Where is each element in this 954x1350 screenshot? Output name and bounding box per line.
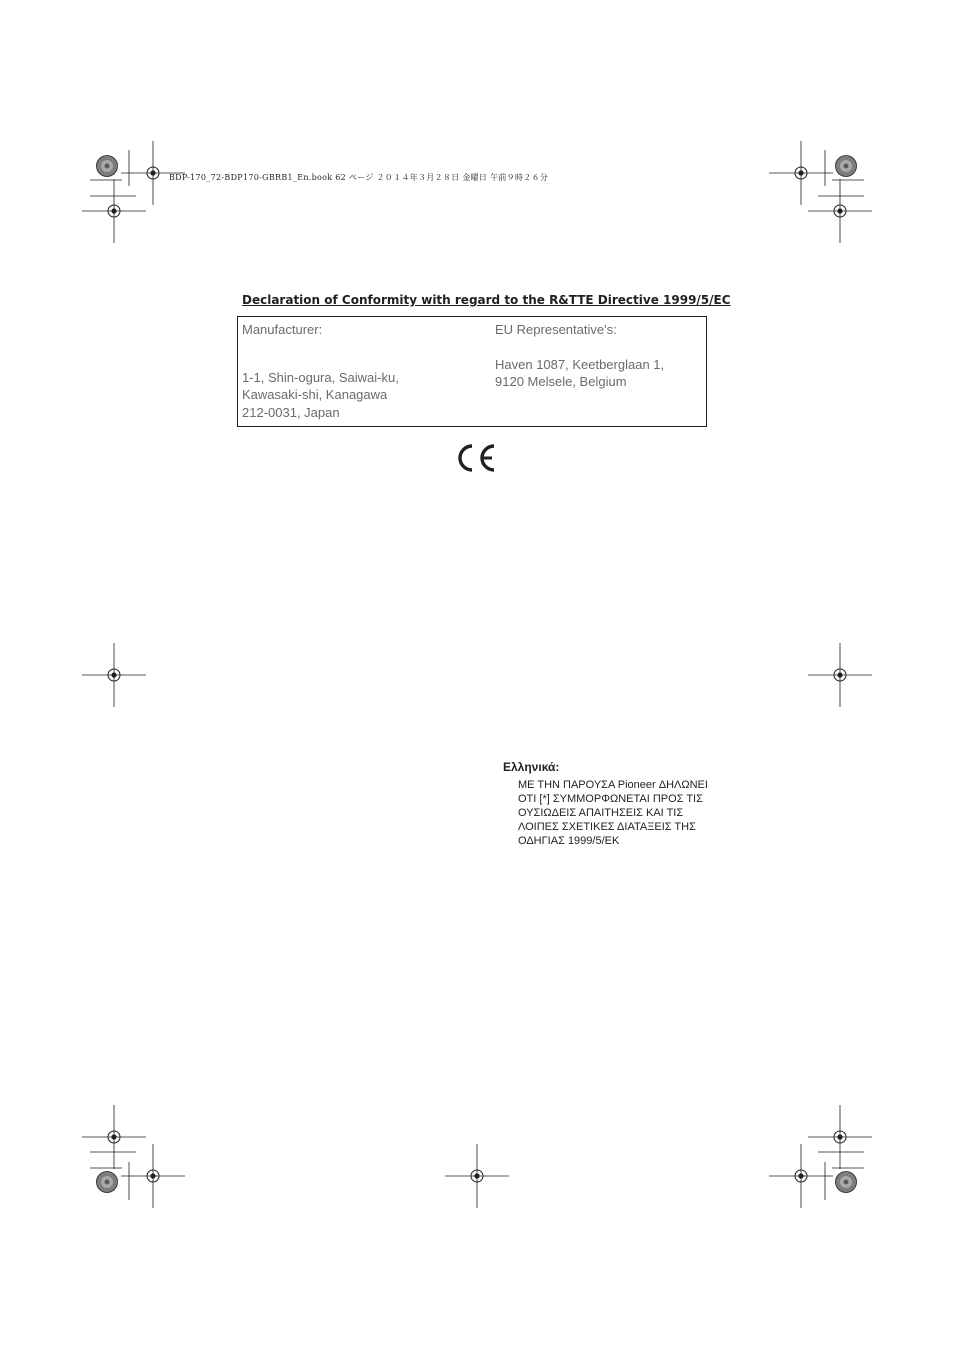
greek-declaration — [503, 760, 763, 848]
registration-mark-icon-tr-1 — [769, 141, 833, 205]
registration-mark-icon-bl-1 — [82, 1105, 146, 1169]
eu-representative-label: EU Representative's: — [495, 322, 617, 337]
registration-mark-icon-tr-2 — [808, 179, 872, 243]
wheel-icon-bottom-right — [836, 1172, 857, 1193]
registration-mark-icon-br-1 — [808, 1105, 872, 1169]
wheel-icon-top-right — [836, 156, 857, 177]
manufacturer-cell — [242, 321, 472, 421]
registration-mark-icon-br-2 — [769, 1144, 833, 1208]
wheel-icon-bottom-left — [97, 1172, 118, 1193]
greek-heading: Ελληνικά: — [503, 760, 560, 774]
greek-text: ΜΕ ΤΗΝ ΠΑΡΟΥΣΑ Pioneer ΔΗΛΩΝΕΙ ΟΤΙ [*] ΣΥΜΜΟΡΦΩΝΕΤΑΙ ΠΡΟΣ ΤΙΣ ΟΥΣΙΩΔΕΙΣ ΑΠΑΙΤΗΣΕΙΣ ΚΑΙ ΤΙΣ ΛΟΙΠΕΣ ΣΧΕΤΙΚΕΣ ΔΙΑΤΑΞΕΙΣ ΤΗΣ ΟΔΗΓΙΑΣ 1999/5/ΕΚ — [518, 779, 708, 847]
declaration-title: Declaration of Conformity with regard to the R&TTE Directive 1999/5/EC — [242, 293, 731, 307]
eu-representative-address: Haven 1087, Keetberglaan 1, 9120 Melsele, Belgium — [495, 356, 665, 389]
ce-mark-icon — [455, 442, 497, 474]
registration-mark-icon-tl-2 — [82, 179, 146, 243]
declaration-box — [237, 316, 707, 427]
registration-mark-icon-mr — [808, 643, 872, 707]
registration-mark-icon-bc — [445, 1144, 509, 1208]
registration-mark-icon-ml — [82, 643, 146, 707]
book-file-header: BDP-170_72-BDP170-GBRB1_En.book 62 ページ ２０１４年３月２８日 金曜日 午前９時２６分 — [169, 173, 549, 182]
registration-mark-icon-bl-2 — [121, 1144, 185, 1208]
eu-representative-cell — [495, 321, 700, 391]
manufacturer-label: Manufacturer: — [242, 322, 323, 337]
manufacturer-address: 1-1, Shin-ogura, Saiwai-ku, Kawasaki-shi, Kanagawa 212-0031, Japan — [242, 369, 399, 420]
wheel-icon-top-left — [97, 156, 118, 177]
